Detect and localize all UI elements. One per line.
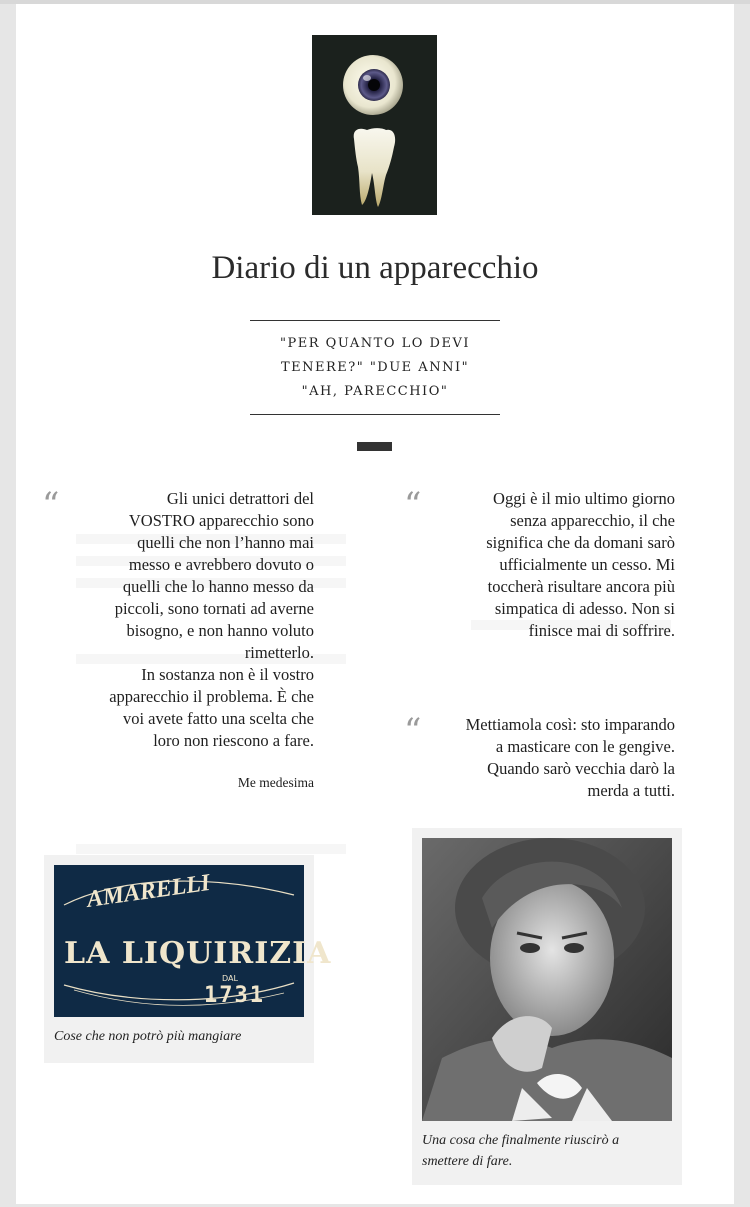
licorice-logo-image: [54, 865, 332, 1017]
quote-attribution: Me medesima: [237, 775, 314, 790]
quote-line: quelli che non l’hanno mai: [137, 533, 314, 552]
quote-line: merda a tutti.: [587, 781, 675, 800]
quote-mark-icon: “: [404, 711, 422, 751]
quote-line: finisce mai di soffrire.: [528, 621, 675, 640]
licorice-caption: Cose che non potrò più mangiare: [54, 1029, 242, 1044]
tagline-line: TENERE?" "DUE ANNI": [280, 360, 470, 375]
quote-line: ufficialmente un cesso. Mi: [499, 555, 675, 574]
quote-right-top: [436, 488, 675, 642]
logo-brand: AMARELLI: [85, 869, 212, 913]
quote-left: [78, 488, 314, 752]
quote-line: VOSTRO apparecchio sono: [128, 511, 314, 530]
tagline: [250, 320, 500, 415]
quote-line: In sostanza non è il vostro: [141, 665, 314, 684]
hero-image: [312, 35, 437, 215]
woman-photo: [422, 838, 672, 1121]
quote-right-bottom: [436, 714, 675, 802]
ghost-line: [76, 844, 346, 854]
quote-line: Gli unici detrattori del: [166, 489, 314, 508]
section-divider: [357, 442, 392, 451]
woman-caption: [422, 1130, 674, 1172]
woman-card: [412, 828, 682, 1185]
quote-line: voi avete fatto una scelta che: [122, 709, 314, 728]
quote-line: bisogno, e non hanno voluto: [126, 621, 314, 640]
quote-line: Oggi è il mio ultimo giorno: [493, 489, 675, 508]
woman-illustration: [422, 838, 672, 1121]
quote-line: toccherà risultare ancora più: [487, 577, 675, 596]
page-title: Diario di un apparecchio: [211, 250, 539, 286]
quote-line: Quando sarò vecchia darò la: [487, 759, 675, 778]
licorice-logo: [54, 865, 332, 1017]
quote-line: senza apparecchio, il che: [510, 511, 675, 530]
licorice-card: [44, 855, 332, 1063]
quote-line: a masticare con le gengive.: [495, 737, 675, 756]
quote-line: apparecchio il problema. È che: [109, 687, 314, 706]
quote-line: quelli che lo hanno messo da: [122, 577, 314, 596]
page: [16, 4, 734, 1204]
quote-mark-icon: “: [404, 485, 422, 525]
logo-dal: DAL: [222, 974, 238, 983]
tagline-line: "AH, PARECCHIO": [301, 384, 449, 399]
quote-line: loro non riescono a fare.: [153, 731, 314, 750]
quote-line: piccoli, sono tornati ad averne: [114, 599, 314, 618]
quote-line: Mettiamola così: sto imparando: [465, 715, 675, 734]
logo-year: 1731: [204, 983, 265, 1008]
tagline-line: "PER QUANTO LO DEVI: [280, 336, 470, 351]
logo-title: LA LIQUIRIZIA: [64, 936, 332, 971]
quote-line: messo e avrebbero dovuto o: [128, 555, 314, 574]
quote-line: simpatica di adesso. Non si: [494, 599, 675, 618]
eye-tooth-illustration: [312, 35, 437, 215]
quote-line: rimetterlo.: [244, 643, 314, 662]
caption-line: Una cosa che finalmente riuscirò a: [422, 1133, 620, 1148]
caption-line: smettere di fare.: [422, 1154, 513, 1169]
quote-line: significa che da domani sarò: [486, 533, 675, 552]
quote-mark-icon: “: [42, 485, 60, 525]
